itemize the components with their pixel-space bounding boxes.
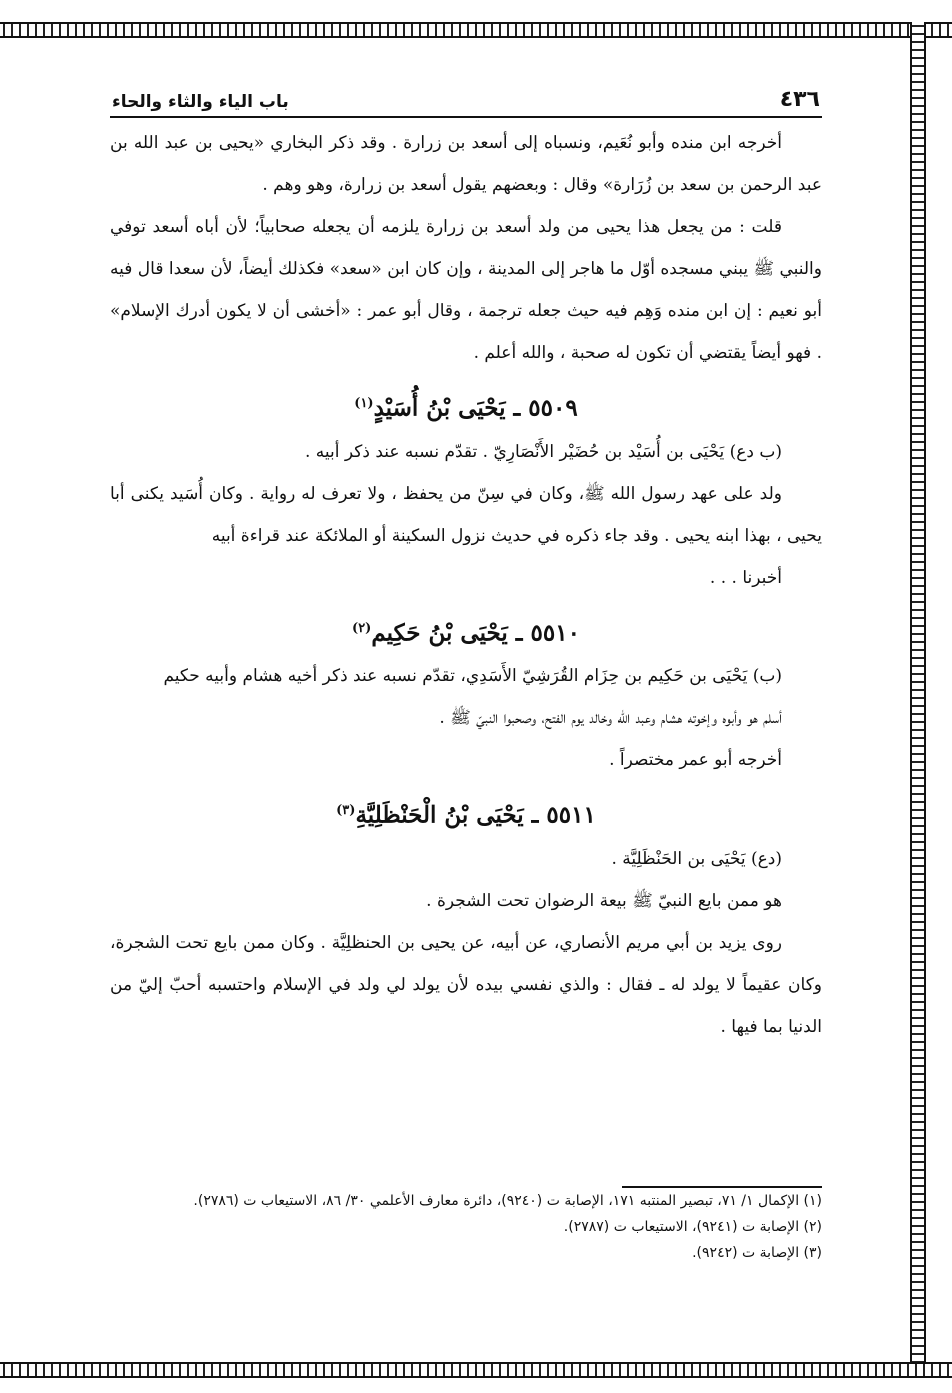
entry-line: (ب دع) يَحْيَى بن أُسَيْد بن حُضَيْر الأَنْصَارِيّ . تقدّم نسبه عند ذكر أبيه . — [304, 441, 782, 462]
entry-line: هو ممن بايع النبيّ ﷺ بيعة الرضوان تحت الشجرة . — [426, 890, 782, 911]
page-body — [110, 122, 822, 1048]
entry-heading — [110, 382, 822, 431]
footnote-marker: (١) — [354, 396, 374, 411]
book-page — [110, 80, 822, 1350]
decorative-right-border — [910, 22, 926, 1378]
decorative-bottom-border — [0, 1362, 952, 1378]
footnotes — [110, 1186, 822, 1266]
entry-line: أخبرنا . . . — [709, 567, 782, 588]
footnote: (١) الإكمال ١/ ٧١، تبصير المنتبه ١٧١، الإصابة ت (٩٢٤٠)، دائرة معارف الأعلمي ٣٠/ ٨٦، الاستيعاب ت (٢٧٨٦). — [193, 1193, 822, 1209]
entry-line: (ب) يَحْيَى بن حَكِيم بن حِزَام القُرَشِيّ الأَسَدِي، تقدّم نسبه عند ذكر أخيه هشام وأبيه حكيم — [163, 666, 782, 687]
entry-line: أسلم هو وأبوه وإخوته هشام وعبد الله وخالد يوم الفتح، وصحبوا النبيّ ﷺ . — [439, 708, 782, 729]
footnote-marker: (٢) — [352, 620, 372, 636]
entry-heading — [110, 607, 822, 656]
running-title: باب الياء والثاء والحاء — [112, 92, 289, 112]
footnote-marker: (٣) — [336, 803, 356, 819]
footnote: (٣) الإصابة ت (٩٢٤٢). — [692, 1245, 822, 1261]
entry-title: ٥٥١١ ـ يَحْيَى بْنُ الْحَنْظَلِيَّةِ — [355, 801, 596, 829]
paragraph: أخرجه ابن منده وأبو نُعَيم، ونسباه إلى أسعد بن زرارة . وقد ذكر البخاري «يحيى بن عبد الله بن عبد الرحمن بن سعد بن زُرَارة» وقال : وبعضهم يقول أسعد بن زرارة، وهو وهم . — [110, 133, 822, 195]
decorative-top-border — [0, 22, 952, 38]
footnote: (٢) الإصابة ت (٩٢٤١)، الاستيعاب ت (٢٧٨٧). — [563, 1219, 822, 1235]
entry-line: روى يزيد بن أبي مريم الأنصاري، عن أبيه، عن يحيى بن الحنظلِيَّة . وكان ممن بايع تحت الشجرة، وكان عقيماً لا يولد له ـ فقال : والذي نفسي بيده لأن يولد لي ولد في الإسلام واحتسبه أحبّ إليّ من الدنيا بما فيها . — [110, 932, 822, 1037]
entry-line: أخرجه أبو عمر مختصراً . — [609, 750, 782, 771]
entry-heading — [110, 789, 822, 838]
page-header — [110, 80, 822, 118]
entry-line: (دع) يَحْيَى بن الحَنْظَلِيَّة . — [611, 848, 782, 869]
paragraph: قلت : من يجعل هذا يحيى من ولد أسعد بن زرارة يلزمه أن يجعله صحابياً؛ لأن أباه أسعد توفي والنبي ﷺ يبني مسجده أوّل ما هاجر إلى المدينة ، وإن كان ابن «سعد» فكذلك أيضاً، لأن سعدا قال فيه أبو نعيم : إن ابن منده وَهِم فيه حيث جعله ترجمة ، وقال أبو عمر : «أخشى أن لا يكون أدرك الإسلام» . فهو أيضاً يقتضي أن تكون له صحبة ، والله أعلم . — [110, 217, 822, 363]
entry-title: ٥٥١٠ ـ يَحْيَى بْنُ حَكِيم — [371, 619, 580, 647]
page-number: ٤٣٦ — [779, 87, 820, 112]
entry-line: ولد على عهد رسول الله ﷺ، وكان في سِنّ من يحفظ ، ولا تعرف له رواية . وكان أُسَيد يكنى أبا يحيى ، بهذا ابنه يحيى . وقد جاء ذكره في حديث نزول السكينة أو الملائكة عند قراءة أبيه — [110, 483, 822, 546]
entry-title: ٥٥٠٩ ـ يَحْيَى بْنُ أُسَيْدٍ — [373, 394, 578, 422]
